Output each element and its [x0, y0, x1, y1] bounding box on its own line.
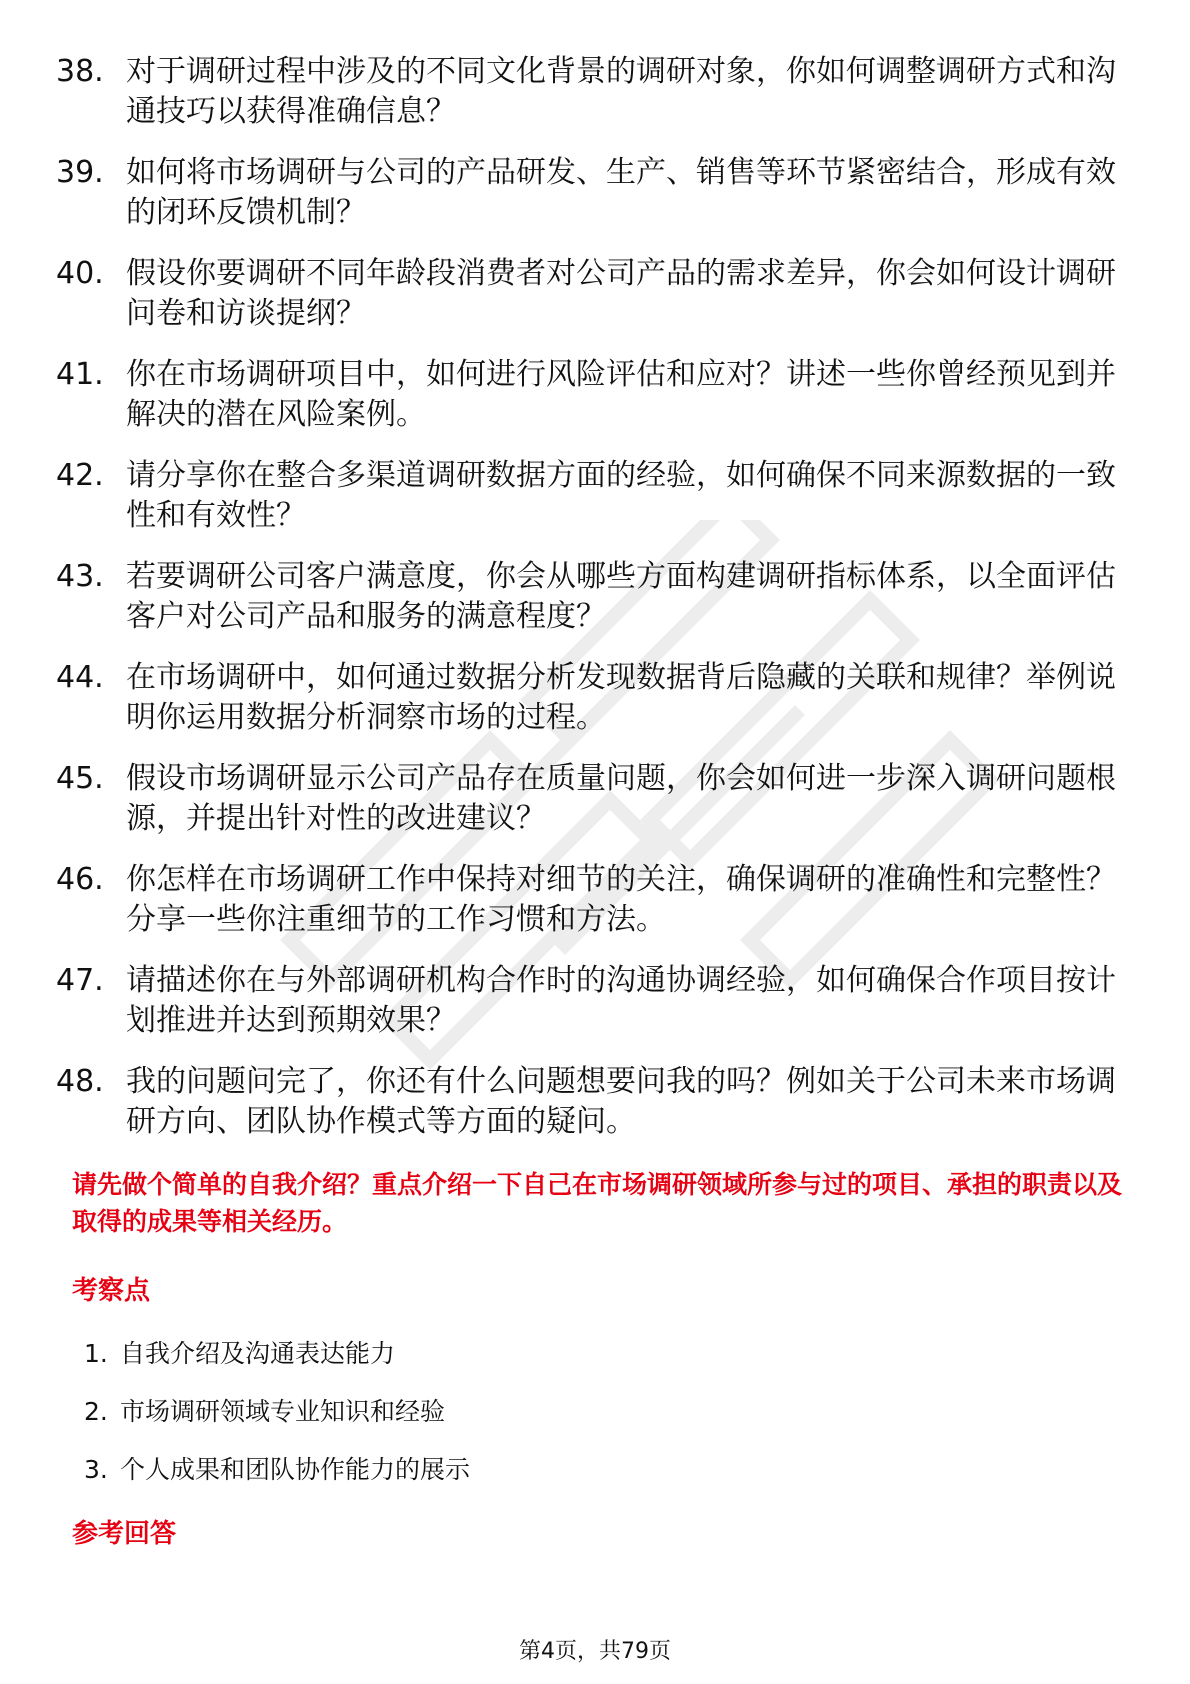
assessment-number: 2.	[84, 1397, 108, 1426]
question-text: 请描述你在与外部调研机构合作时的沟通协调经验，如何确保合作项目按计划推进并达到预期效果？	[126, 963, 1116, 1038]
assessment-list	[84, 1337, 1126, 1487]
assessment-item	[84, 1395, 1126, 1429]
question-number: 39.	[56, 155, 104, 190]
question-item	[56, 52, 1126, 132]
assessment-number: 1.	[84, 1339, 108, 1368]
question-text: 我的问题问完了，你还有什么问题想要问我的吗？例如关于公司未来市场调研方向、团队协作模式等方面的疑问。	[126, 1064, 1116, 1139]
assessment-text: 市场调研领域专业知识和经验	[120, 1397, 446, 1426]
question-text: 假设市场调研显示公司产品存在质量问题，你会如何进一步深入调研问题根源，并提出针对性的改进建议？	[126, 761, 1116, 836]
question-text: 在市场调研中，如何通过数据分析发现数据背后隐藏的关联和规律？举例说明你运用数据分析洞察市场的过程。	[126, 660, 1116, 735]
assessment-text: 自我介绍及沟通表达能力	[120, 1339, 396, 1368]
question-item	[56, 355, 1126, 435]
question-number: 44.	[56, 660, 104, 695]
question-item	[56, 759, 1126, 839]
question-text: 如何将市场调研与公司的产品研发、生产、销售等环节紧密结合，形成有效的闭环反馈机制？	[126, 155, 1116, 230]
question-text: 你怎样在市场调研工作中保持对细节的关注，确保调研的准确性和完整性？分享一些你注重细节的工作习惯和方法。	[126, 862, 1116, 937]
question-text: 假设你要调研不同年龄段消费者对公司产品的需求差异，你会如何设计调研问卷和访谈提纲？	[126, 256, 1116, 331]
assessment-item	[84, 1337, 1126, 1371]
question-text: 若要调研公司客户满意度，你会从哪些方面构建调研指标体系，以全面评估客户对公司产品和服务的满意程度？	[126, 559, 1116, 634]
question-item	[56, 1062, 1126, 1142]
question-text: 请分享你在整合多渠道调研数据方面的经验，如何确保不同来源数据的一致性和有效性？	[126, 458, 1116, 533]
question-number: 47.	[56, 963, 104, 998]
question-text: 对于调研过程中涉及的不同文化背景的调研对象，你如何调整调研方式和沟通技巧以获得准确信息？	[126, 54, 1116, 129]
question-number: 42.	[56, 458, 104, 493]
page-footer: 第4页，共79页	[519, 1639, 671, 1664]
assessment-text: 个人成果和团队协作能力的展示	[120, 1455, 471, 1484]
question-number: 45.	[56, 761, 104, 796]
question-number: 46.	[56, 862, 104, 897]
document-body	[56, 52, 1126, 1550]
question-item	[56, 153, 1126, 233]
question-number: 40.	[56, 256, 104, 291]
question-item	[56, 456, 1126, 536]
question-item	[56, 658, 1126, 738]
question-number: 43.	[56, 559, 104, 594]
assessment-number: 3.	[84, 1455, 108, 1484]
question-item	[56, 557, 1126, 637]
question-text: 你在市场调研项目中，如何进行风险评估和应对？讲述一些你曾经预见到并解决的潜在风险案例。	[126, 357, 1116, 432]
question-number: 41.	[56, 357, 104, 392]
highlighted-question: 请先做个简单的自我介绍？重点介绍一下自己在市场调研领域所参与过的项目、承担的职责以及取得的成果等相关经历。	[72, 1170, 1123, 1236]
reference-answer-heading: 参考回答	[72, 1519, 177, 1549]
question-item	[56, 860, 1126, 940]
question-number: 48.	[56, 1064, 104, 1099]
question-list	[56, 52, 1126, 1142]
question-number: 38.	[56, 54, 104, 89]
assessment-heading: 考察点	[72, 1276, 151, 1306]
question-item	[56, 961, 1126, 1041]
assessment-item	[84, 1453, 1126, 1487]
question-item	[56, 254, 1126, 334]
